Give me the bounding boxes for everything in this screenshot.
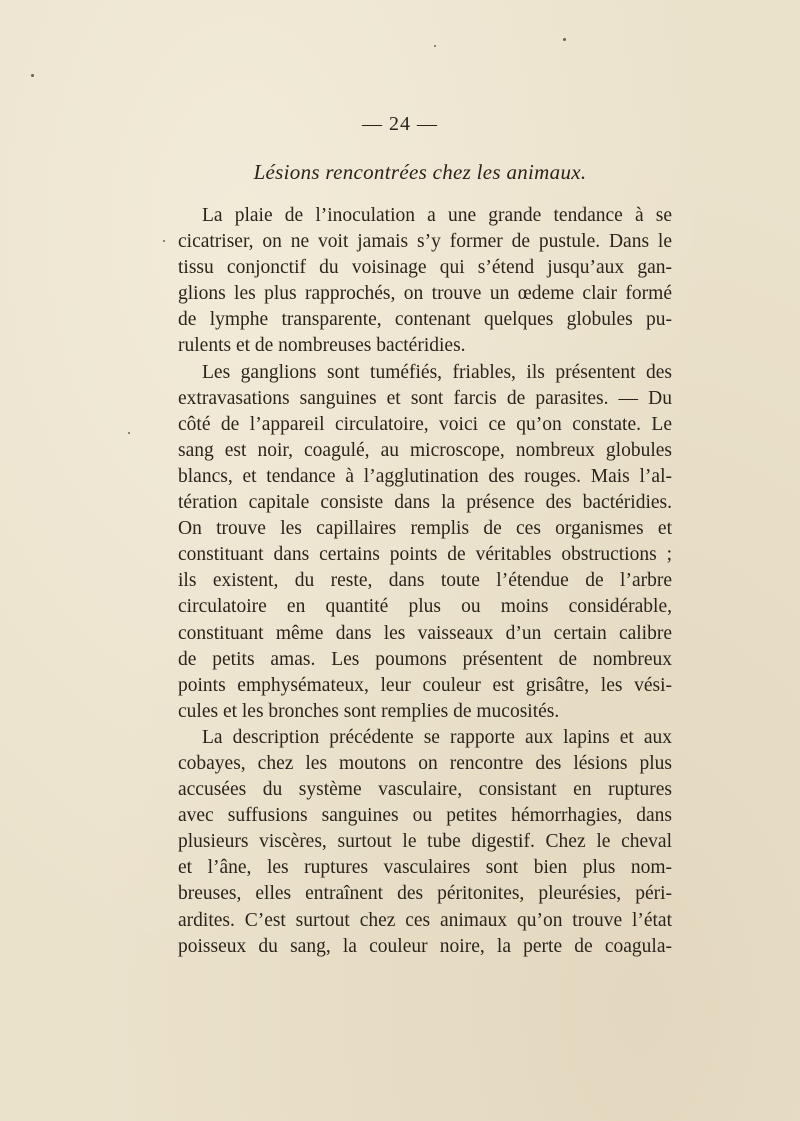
page-number: — 24 —: [362, 113, 438, 135]
text-line: cules et les bronches sont remplies de mucosités.: [178, 700, 560, 722]
text-line: plusieurs viscères, surtout le tube digestif. Chez le cheval: [178, 831, 672, 853]
text-line: cicatriser, on ne voit jamais s’y former de pustule. Dans le: [178, 231, 672, 253]
text-line: circulatoire en quantité plus ou moins considérable,: [178, 596, 672, 618]
text-line: de lymphe transparente, contenant quelques globules pu-: [178, 309, 672, 331]
paragraph: [178, 360, 672, 725]
text-line: breuses, elles entraînent des péritonites, pleurésies, péri-: [178, 883, 672, 905]
text-line: La plaie de l’inoculation a une grande tendance à se: [202, 205, 672, 226]
paragraph: [178, 203, 672, 360]
text-line: poisseux du sang, la couleur noire, la perte de coagula-: [178, 935, 672, 957]
text-line: blancs, et tendance à l’agglutination des rouges. Mais l’al-: [178, 465, 672, 487]
text-line: tération capitale consiste dans la présence des bactéridies.: [178, 492, 672, 514]
text-line: cobayes, chez les moutons on rencontre des lésions plus: [178, 752, 672, 774]
text-line: avec suffusions sanguines ou petites hémorrhagies, dans: [178, 805, 672, 827]
text-line: de petits amas. Les poumons présentent de nombreux: [178, 648, 672, 670]
paper-speck: [434, 45, 436, 47]
text-line: Les ganglions sont tuméfiés, friables, ils présentent des: [202, 361, 672, 383]
paragraph: [178, 725, 672, 960]
text-line: extravasations sanguines et sont farcis de parasites. — Du: [178, 387, 672, 409]
paper-speck: [163, 240, 165, 242]
text-line: accusées du système vasculaire, consistant en ruptures: [178, 779, 672, 801]
text-line: rulents et de nombreuses bactéridies.: [178, 335, 466, 357]
text-line: On trouve les capillaires remplis de ces organismes et: [178, 518, 672, 540]
text-line: points emphysémateux, leur couleur est grisâtre, les vési-: [178, 674, 672, 696]
text-line: constituant dans certains points de véritables obstructions ;: [178, 544, 672, 566]
text-line: glions les plus rapprochés, on trouve un œdeme clair formé: [178, 283, 672, 305]
section-title: Lésions rencontrées chez les animaux.: [253, 160, 587, 184]
paper-speck: [31, 74, 34, 77]
text-line: La description précédente se rapporte aux lapins et aux: [202, 726, 672, 748]
paper-speck: [563, 38, 566, 41]
text-line: tissu conjonctif du voisinage qui s’étend jusqu’aux gan-: [178, 257, 672, 279]
text-line: ils existent, du reste, dans toute l’étendue de l’arbre: [178, 570, 672, 592]
text-line: sang est noir, coagulé, au microscope, nombreux globules: [178, 439, 672, 461]
body-text: [178, 203, 672, 960]
paper-speck: [128, 432, 130, 434]
text-line: constituant même dans les vaisseaux d’un certain calibre: [178, 622, 672, 644]
text-line: côté de l’appareil circulatoire, voici ce qu’on constate. Le: [178, 413, 672, 435]
text-line: et l’âne, les ruptures vasculaires sont bien plus nom-: [178, 857, 672, 879]
text-line: ardites. C’est surtout chez ces animaux qu’on trouve l’état: [178, 909, 672, 931]
